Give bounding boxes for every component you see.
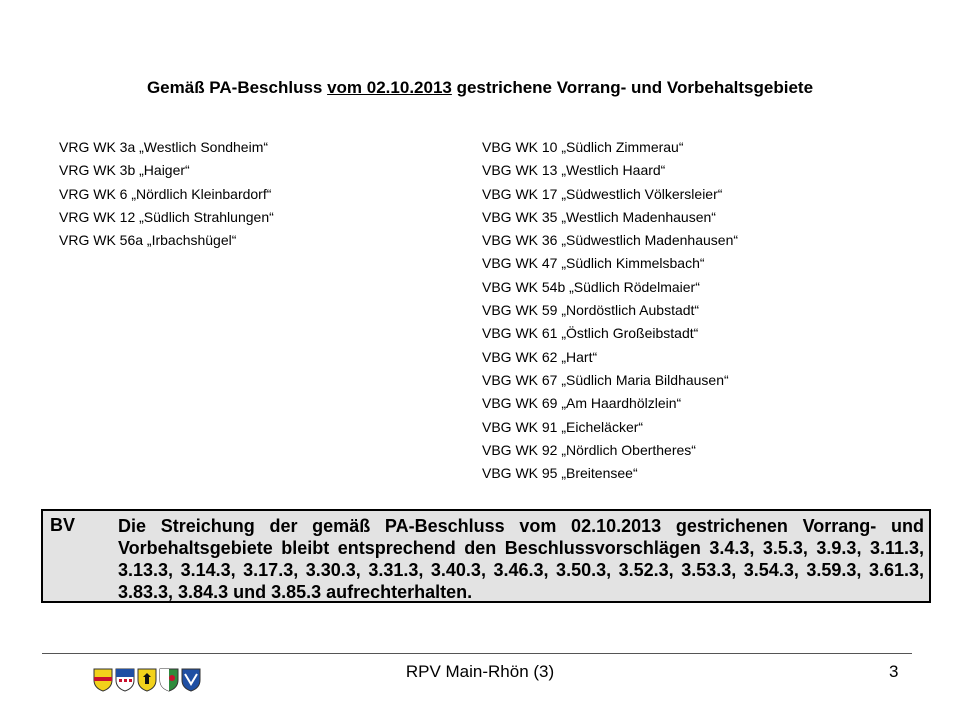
title-prefix: Gemäß PA-Beschluss bbox=[146, 78, 328, 97]
list-item: VBG WK 47 „Südlich Kimmelsbach“ bbox=[482, 255, 705, 272]
page-title bbox=[0, 78, 960, 98]
list-item: VBG WK 36 „Südwestlich Madenhausen“ bbox=[482, 232, 739, 249]
list-item: VBG WK 54b „Südlich Rödelmaier“ bbox=[482, 278, 700, 295]
list-item: VRG WK 3b „Haiger“ bbox=[59, 162, 190, 179]
list-item: VBG WK 92 „Nördlich Obertheres“ bbox=[482, 441, 696, 458]
list-item: VRG WK 56a „Irbachshügel“ bbox=[59, 232, 237, 249]
list-item: VBG WK 10 „Südlich Zimmerau“ bbox=[482, 139, 684, 155]
list-item: VBG WK 61 „Östlich Großeibstadt“ bbox=[482, 325, 699, 342]
footer-title: RPV Main-Rhön (3) bbox=[405, 662, 555, 681]
bv-label: BV bbox=[50, 515, 76, 535]
list-item: VBG WK 67 „Südlich Maria Bildhausen“ bbox=[482, 371, 729, 388]
vbg-list bbox=[482, 136, 738, 485]
bv-text: Die Streichung der gemäß PA-Beschluss vom 02.10.2013 gestrichenen Vorrang- und Vorbehaltsgebiete bleibt entsprechend den Beschlussvorschlägen 3.4.3, 3.5.3, 3.9.3, 3.11.3, 3.13.3, 3.14.3, 3.17.3, 3.30.3, 3.31.3, 3.40.3, 3.46.3, 3.50.3, 3.52.3, 3.53.3, 3.54.3, 3.59.3, 3.61.3, 3.83.3, 3.84.3 und 3.85.3 aufrechterhalten. bbox=[118, 516, 924, 602]
list-item: VRG WK 3a „Westlich Sondheim“ bbox=[59, 139, 269, 155]
footer-divider bbox=[42, 653, 912, 654]
page-number: 3 bbox=[889, 662, 899, 681]
vrg-list bbox=[59, 136, 274, 252]
list-item: VBG WK 17 „Südwestlich Völkersleier“ bbox=[482, 185, 723, 202]
list-item: VBG WK 91 „Eicheläcker“ bbox=[482, 418, 644, 435]
title-date: vom 02.10.2013 bbox=[327, 78, 452, 97]
title-suffix: gestrichene Vorrang- und Vorbehaltsgebiete bbox=[451, 78, 814, 97]
list-item: VBG WK 69 „Am Haardhölzlein“ bbox=[482, 395, 682, 412]
list-item: VBG WK 62 „Hart“ bbox=[482, 348, 598, 365]
list-item: VBG WK 35 „Westlich Madenhausen“ bbox=[482, 208, 716, 225]
bv-box bbox=[41, 509, 931, 603]
list-item: VBG WK 13 „Westlich Haard“ bbox=[482, 162, 666, 179]
list-item: VBG WK 59 „Nordöstlich Aubstadt“ bbox=[482, 302, 700, 319]
list-item: VRG WK 12 „Südlich Strahlungen“ bbox=[59, 208, 274, 225]
list-item: VBG WK 95 „Breitensee“ bbox=[482, 465, 638, 482]
list-item: VRG WK 6 „Nördlich Kleinbardorf“ bbox=[59, 185, 272, 202]
